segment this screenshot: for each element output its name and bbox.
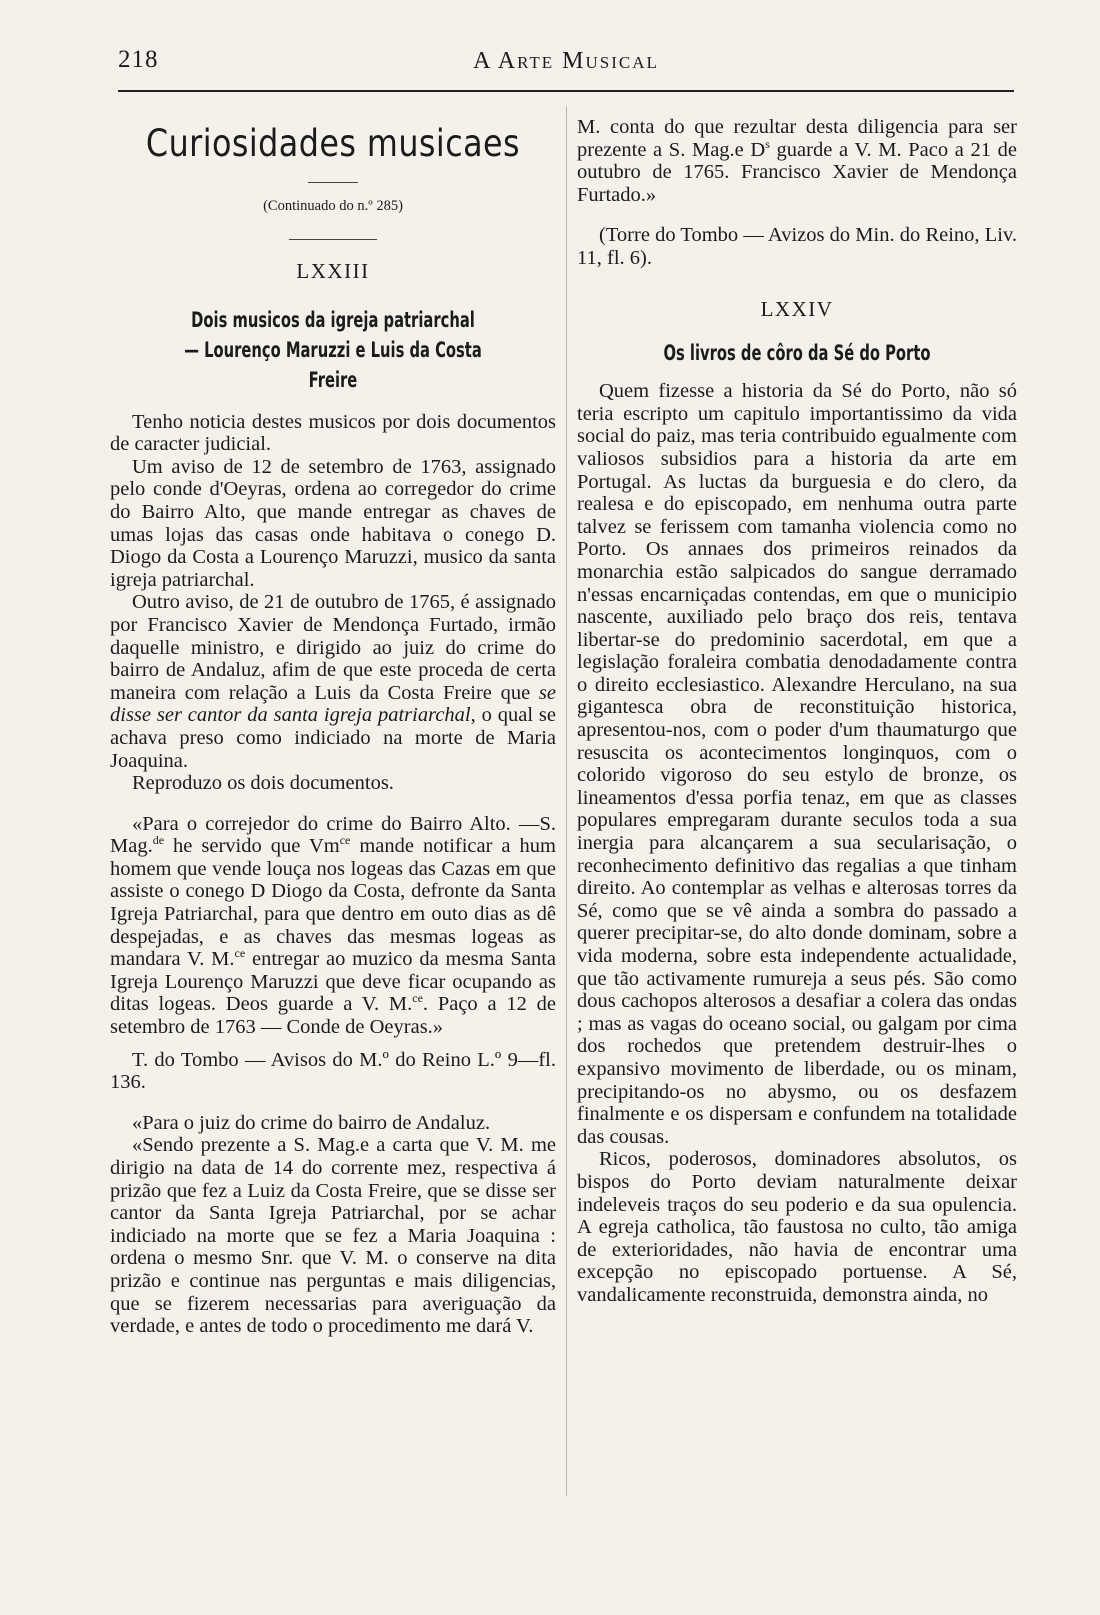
section-rule: [289, 239, 377, 240]
title-rule: [308, 182, 358, 183]
header-rule: [118, 90, 1014, 92]
paragraph: Outro aviso, de 21 de outubro de 1765, é assignado por Francisco Xavier de Mendonça Furtado, irmão daquelle ministro, e dirigido ao juiz do crime do bairro de Andaluz, afim de que este proceda de certa maneira com relação a Luis da Costa Freire que se disse ser cantor da santa igreja patriarchal, o qual se achava preso como indiciado na morte de Maria Joaquina.: [110, 591, 556, 772]
continued-note: (Continuado do n.º 285): [263, 198, 403, 214]
paragraph: Ricos, poderosos, dominadores absolutos, os bispos do Porto deviam naturalmente deixar indeleveis traços do seu poderio e da sua opulencia. A egreja catholica, tão faustosa no culto, tão amiga de exterioridades, não havia de encontrar uma excepção no episcopado portuense. A Sé, vandalicamente reconstruida, demonstra ainda, no: [577, 1148, 1017, 1306]
letter-quote: «Sendo prezente a S. Mag.e a carta que V. M. me dirigio na data de 14 do corrente mez, respectiva á prizão que fez a Luiz da Costa Freire, que se disse ser cantor da Santa Igreja Patriarchal, por se achar indiciado na morte que se fez a Maria Joaquina : ordena o mesmo Snr. que V. M. o conserve na dita prizão e continue nas perguntas e mais diligencias, que se fizerem necessarias para averiguação da verdade, e antes de todo o procedimento me dará V.: [110, 1134, 556, 1338]
source-reference: (Torre do Tombo — Avizos do Min. do Reino, Liv. 11, fl. 6).: [577, 224, 1017, 269]
running-title: A Arte Musical: [473, 48, 659, 74]
page-number: 218: [118, 46, 159, 73]
paragraph: Um aviso de 12 de setembro de 1763, assignado pelo conde d'Oeyras, ordena ao corregedor do crime do Bairro Alto, que mande entregar as chaves de umas lojas das casas onde habitava o conego D. Diogo da Costa a Lourenço Maruzzi, musico da santa igreja patriarchal.: [110, 455, 556, 591]
section-title-line-1: Dois musicos da igreja patriarchal: [191, 307, 475, 332]
page-header: [118, 46, 1014, 86]
letter-continuation: M. conta do que rezultar desta diligencia para ser prezente a S. Mag.e $D^s$ guarde a V. M. Paco a 21 de outubro de 1765. Francisco Xavier de Mendonça Furtado.»: [577, 116, 1017, 206]
letter-quote: «Para o correjedor do crime do Bairro Alto. —S. Mag.$^{de}$ he servido que $Vm^{ce}$ mande notificar a hum homem que vende louça nos logeas das Cazas em que assiste o conego D Diogo da Costa, defronte da Santa Igreja Patriarchal, para que dentro em outo dias as dê despejadas, e as chaves das mesmas logeas as mandara V. M.$^{ce}$ entregar ao muzico da mesma Santa Igreja Lourenço Maruzzi que deve ficar ocupando as ditas logeas. Deos guarde a V. M.$^{ce}$. Paço a 12 de setembro de 1763 — Conde de Oeyras.»: [110, 812, 556, 1039]
left-column: [110, 116, 556, 1338]
letter-heading: «Para o juiz do crime do bairro de Andaluz.: [132, 1111, 491, 1134]
right-column: [577, 116, 1017, 1307]
section-numeral: LXXIV: [760, 296, 834, 321]
section-title: Os livros de côro da Sé do Porto: [663, 341, 931, 366]
paragraph: Tenho noticia destes musicos por dois documentos de caracter judicial.: [110, 410, 556, 456]
column-divider: [566, 106, 567, 1496]
section-title-line-2: — Lourenço Maruzzi e Luis da Costa Freire: [184, 337, 482, 392]
paragraph: Reproduzo os dois documentos.: [132, 772, 394, 795]
source-reference: T. do Tombo — Avisos do M.º do Reino L.º 9—fl. 136.: [110, 1048, 556, 1094]
quoted-phrase: se disse ser cantor da santa igreja patriarchal: [110, 681, 556, 727]
section-numeral: LXXIII: [296, 259, 370, 283]
article-title: Curiosidades musicaes: [145, 122, 521, 165]
paragraph: Quem fizesse a historia da Sé do Porto, não só teria escripto um capitulo importantissimo da vida social do paiz, mas teria contribuido egualmente com valiosos subsidios para a historia da arte em Portugal. As luctas da burguesia e do clero, da realesa e do episcopado, em nenhuma outra parte talvez se ferissem com tamanha violencia como no Porto. Os annaes dos primeiros reinados da monarchia estão salpicados do sangue derramado n'essas encarniçadas contendas, em que o municipio nascente, auxiliado pelo braço dos reis, tentava libertar-se do predominio sacerdotal, em que a legislação foraleira combatia denodadamente contra o direito ecclesiastico. Alexandre Herculano, na sua gigantesca obra de reconstituição historica, apresentou-nos, com o poder d'um thaumaturgo que resuscita os acontecimentos longinquos, com o colorido vigoroso do seu estylo de bronze, os lineamentos d'essa porfia tenaz, em que as classes populares empregaram durante seculos toda a sua inergia para alcançarem a sua secularisação, o reconhecimento definitivo das regalias a que tinham direito. Ao contemplar as velhas e alterosas torres da Sé, como que se vê ainda a sombra do passado a querer precipitar-se, do alto donde dominam, sobre a vida moderna, sobre esta independente actualidade, que tão activamente rumureja a seus pés. São como dous cachopos alterosos a desafiar a colera das ondas ; mas as vagas do oceano social, ou galgam por cima dos rochedos que pretendem destruir-lhes o expansivo movimento de liberdade, ou os minam, precipitando-os no abysmo, ou os desfazem finalmente e os dispersam e confundem na totalidade das cousas.: [577, 380, 1017, 1148]
